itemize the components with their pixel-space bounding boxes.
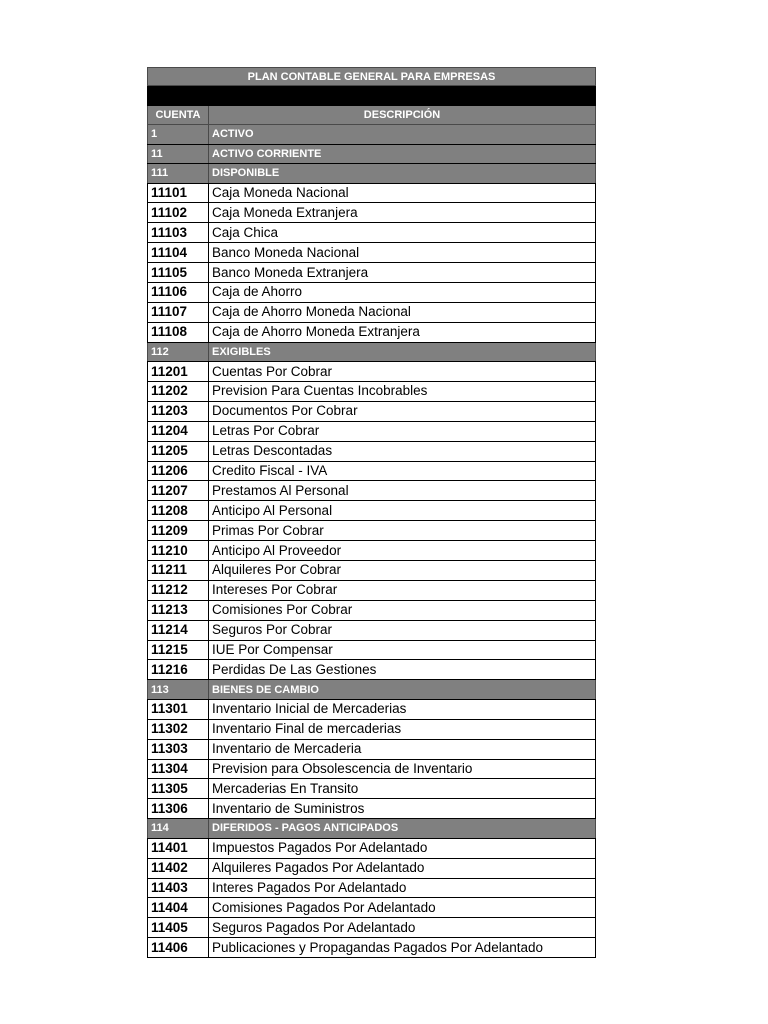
account-description: Publicaciones y Propagandas Pagados Por Adelantado [209,938,596,958]
account-row [148,620,596,640]
account-row [148,401,596,421]
group-header-row [148,680,596,700]
title-row [148,68,596,86]
account-row [148,938,596,958]
account-row [148,223,596,243]
account-description: Seguros Por Cobrar [209,620,596,640]
account-description: Caja Chica [209,223,596,243]
account-description: Intereses Por Cobrar [209,580,596,600]
group-code: 111 [148,164,209,184]
account-code: 11209 [148,521,209,541]
account-row [148,501,596,521]
account-row [148,382,596,402]
account-description: Caja Moneda Nacional [209,183,596,203]
account-description: Alquileres Pagados Por Adelantado [209,858,596,878]
group-description: BIENES DE CAMBIO [209,680,596,700]
account-row [148,243,596,263]
account-description: Inventario de Mercaderia [209,739,596,759]
account-code: 11402 [148,858,209,878]
account-description: Letras Por Cobrar [209,421,596,441]
account-code: 11207 [148,481,209,501]
account-description: Letras Descontadas [209,441,596,461]
account-description: Comisiones Por Cobrar [209,600,596,620]
account-description: Inventario Final de mercaderias [209,719,596,739]
black-banner [148,86,596,106]
account-row [148,441,596,461]
account-code: 11104 [148,243,209,263]
account-row [148,461,596,481]
account-row [148,799,596,819]
account-code: 11201 [148,362,209,382]
account-description: Prevision Para Cuentas Incobrables [209,382,596,402]
account-description: Prevision para Obsolescencia de Inventario [209,759,596,779]
account-description: Anticipo Al Personal [209,501,596,521]
account-row [148,322,596,342]
account-code: 11211 [148,561,209,581]
column-header-row [148,106,596,125]
account-description: Perdidas De Las Gestiones [209,660,596,680]
account-code: 11105 [148,263,209,283]
account-code: 11213 [148,600,209,620]
group-header-row [148,144,596,164]
account-row [148,838,596,858]
account-code: 11215 [148,640,209,660]
account-row [148,699,596,719]
account-description: Primas Por Cobrar [209,521,596,541]
account-code: 11204 [148,421,209,441]
account-code: 11404 [148,898,209,918]
group-description: ACTIVO CORRIENTE [209,144,596,164]
account-row [148,561,596,581]
account-description: Seguros Pagados Por Adelantado [209,918,596,938]
account-description: Caja de Ahorro [209,282,596,302]
account-description: Comisiones Pagados Por Adelantado [209,898,596,918]
account-row [148,282,596,302]
account-row [148,263,596,283]
account-row [148,302,596,322]
group-code: 113 [148,680,209,700]
account-row [148,918,596,938]
account-code: 11304 [148,759,209,779]
account-code: 11108 [148,322,209,342]
account-description: Inventario Inicial de Mercaderias [209,699,596,719]
account-description: Mercaderias En Transito [209,779,596,799]
account-code: 11406 [148,938,209,958]
account-row [148,660,596,680]
account-description: Credito Fiscal - IVA [209,461,596,481]
account-description: Anticipo Al Proveedor [209,541,596,561]
group-code: 1 [148,125,209,145]
account-code: 11216 [148,660,209,680]
group-header-row [148,342,596,362]
account-row [148,739,596,759]
account-row [148,481,596,501]
account-row [148,421,596,441]
account-code: 11208 [148,501,209,521]
account-row [148,600,596,620]
account-description: Caja Moneda Extranjera [209,203,596,223]
account-row [148,858,596,878]
account-description: Banco Moneda Extranjera [209,263,596,283]
account-description: Inventario de Suministros [209,799,596,819]
account-row [148,878,596,898]
account-code: 11306 [148,799,209,819]
account-code: 11107 [148,302,209,322]
account-code: 11103 [148,223,209,243]
column-header-description: DESCRIPCIÓN [209,106,596,125]
account-description: Alquileres Por Cobrar [209,561,596,581]
column-header-code: CUENTA [148,106,209,125]
group-description: ACTIVO [209,125,596,145]
account-code: 11210 [148,541,209,561]
table-body [148,68,596,958]
account-description: Caja de Ahorro Moneda Nacional [209,302,596,322]
account-code: 11106 [148,282,209,302]
group-description: DIFERIDOS - PAGOS ANTICIPADOS [209,819,596,839]
account-row [148,580,596,600]
account-code: 11214 [148,620,209,640]
account-code: 11203 [148,401,209,421]
account-description: Interes Pagados Por Adelantado [209,878,596,898]
group-code: 11 [148,144,209,164]
account-code: 11212 [148,580,209,600]
account-row [148,759,596,779]
group-header-row [148,164,596,184]
group-description: DISPONIBLE [209,164,596,184]
account-code: 11102 [148,203,209,223]
account-row [148,541,596,561]
account-description: Caja de Ahorro Moneda Extranjera [209,322,596,342]
account-description: Cuentas Por Cobrar [209,362,596,382]
account-row [148,183,596,203]
account-code: 11305 [148,779,209,799]
group-code: 114 [148,819,209,839]
account-code: 11401 [148,838,209,858]
account-code: 11403 [148,878,209,898]
account-code: 11206 [148,461,209,481]
group-header-row [148,125,596,145]
sheet-title: PLAN CONTABLE GENERAL PARA EMPRESAS [148,68,596,86]
account-row [148,640,596,660]
account-row [148,521,596,541]
account-row [148,719,596,739]
group-header-row [148,819,596,839]
black-banner-row [148,86,596,106]
group-description: EXIGIBLES [209,342,596,362]
account-code: 11205 [148,441,209,461]
account-code: 11405 [148,918,209,938]
account-description: Prestamos Al Personal [209,481,596,501]
account-code: 11202 [148,382,209,402]
account-description: Documentos Por Cobrar [209,401,596,421]
account-description: IUE Por Compensar [209,640,596,660]
account-row [148,203,596,223]
account-code: 11301 [148,699,209,719]
account-description: Banco Moneda Nacional [209,243,596,263]
chart-of-accounts-table [147,67,596,958]
group-code: 112 [148,342,209,362]
account-code: 11303 [148,739,209,759]
account-code: 11302 [148,719,209,739]
account-row [148,362,596,382]
account-row [148,779,596,799]
account-description: Impuestos Pagados Por Adelantado [209,838,596,858]
account-row [148,898,596,918]
account-code: 11101 [148,183,209,203]
